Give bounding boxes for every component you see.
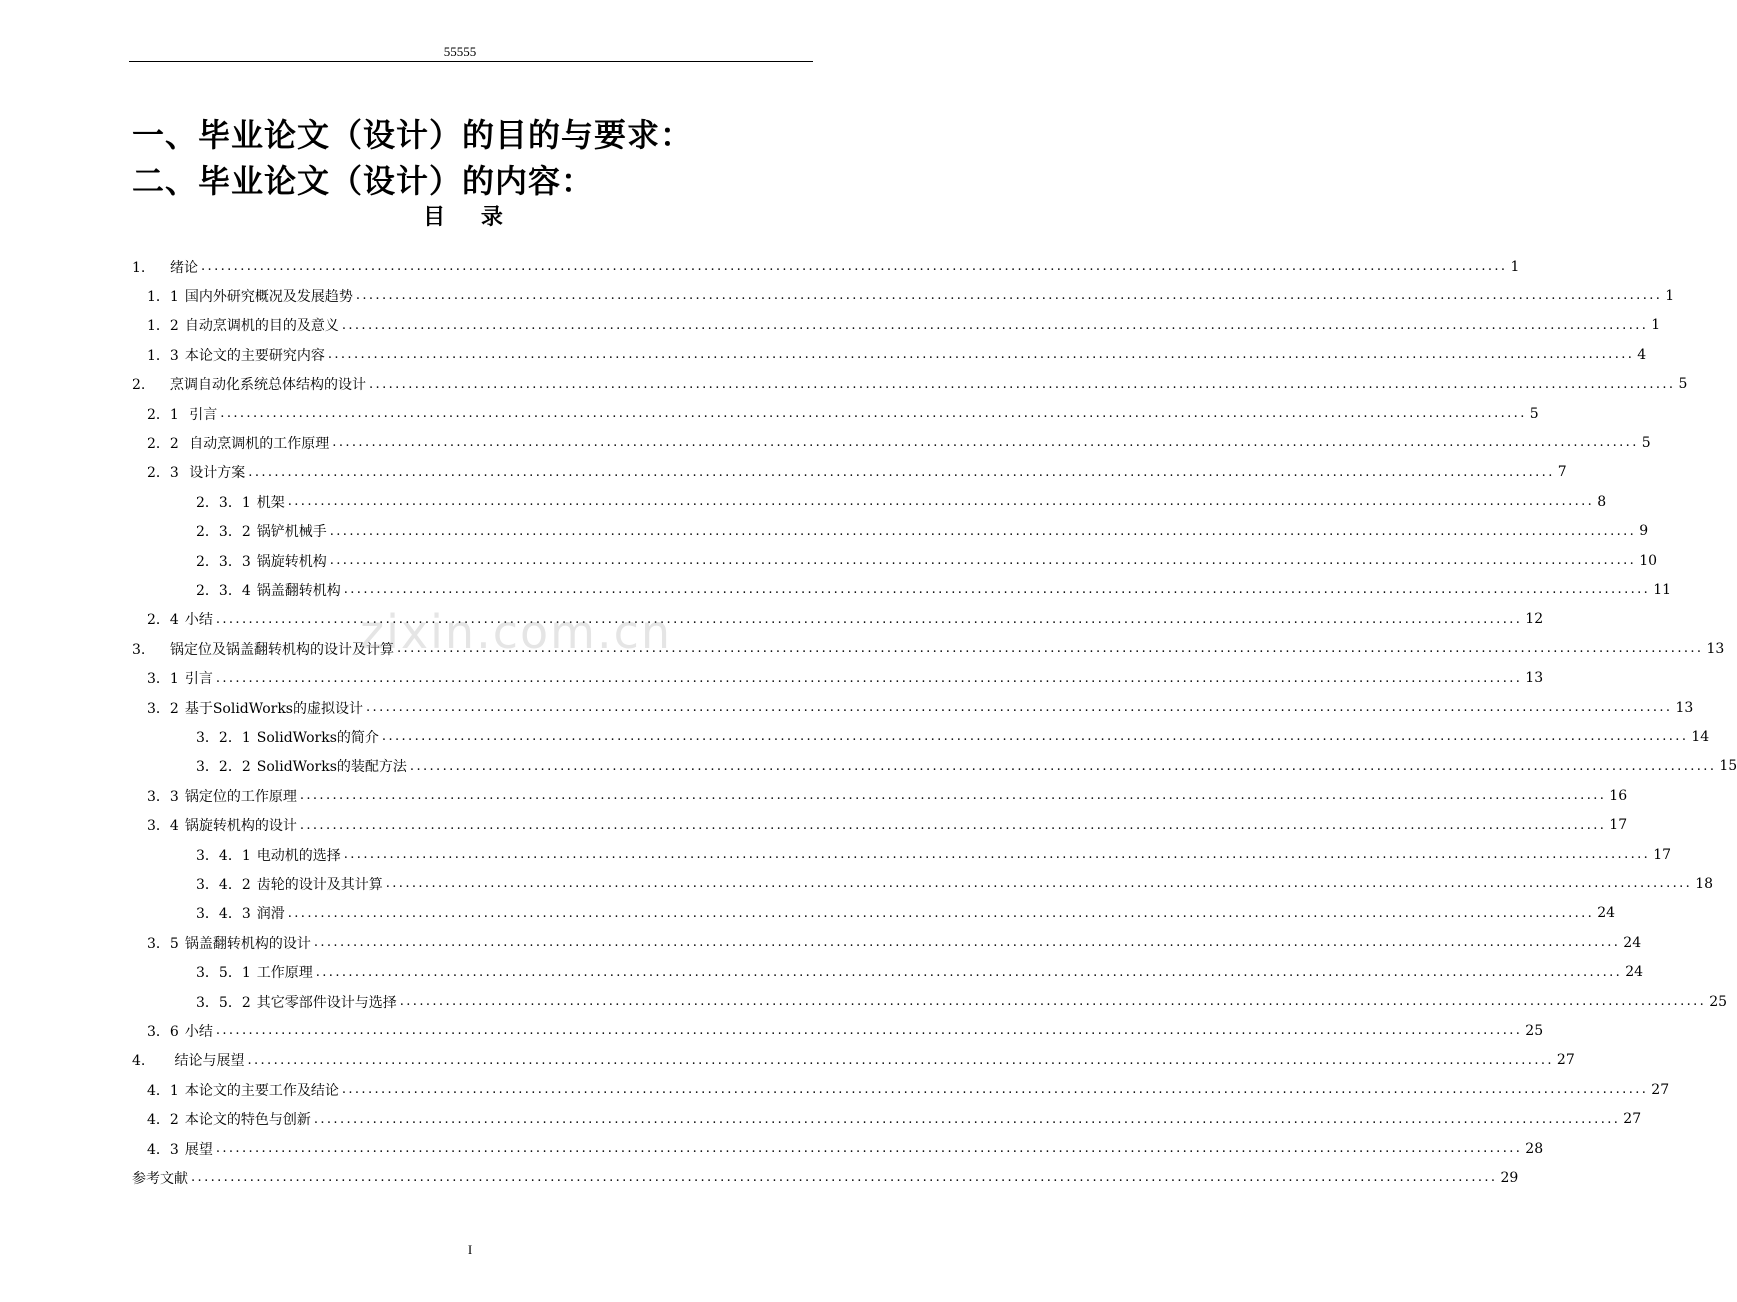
toc-entry-title: 本论文的主要工作及结论 [184, 1082, 339, 1099]
toc-entry-page: 17 [1653, 846, 1672, 863]
toc-entry-number: 1. [132, 259, 146, 276]
toc-entry-page: 1 [1665, 287, 1675, 304]
toc-entry[interactable] [0, 1134, 1544, 1163]
toc-entry[interactable] [0, 693, 1694, 722]
toc-leader-dots: ........................................................................................................................................................................................................ [409, 758, 1717, 774]
toc-entry-label [147, 315, 339, 335]
toc-entry[interactable] [0, 311, 1661, 340]
toc-entry-page: 13 [1675, 699, 1694, 716]
toc-entry-page: 25 [1709, 993, 1728, 1010]
toc-entry-number: 3．5 [147, 935, 179, 952]
toc-entry-page: 25 [1525, 1022, 1544, 1039]
toc-entry-number: 3．4 [147, 818, 179, 835]
toc-entry-label [132, 374, 366, 394]
toc-entry-label [196, 874, 383, 894]
toc-entry-page: 16 [1609, 787, 1628, 804]
toc-entry-title: 工作原理 [256, 965, 313, 982]
toc-entry[interactable] [0, 664, 1544, 693]
toc-entry-number: 3．2 [147, 700, 179, 717]
toc-entry-title: 展望 [184, 1141, 213, 1158]
toc-entry[interactable] [0, 340, 1647, 369]
toc-entry-number: 3．3 [147, 788, 179, 805]
toc-leader-dots: ........................................................................................................................................................................................................ [247, 1052, 1554, 1068]
toc-entry-label [147, 609, 213, 629]
toc-entry-number: 3．2．2 [196, 759, 251, 776]
toc-entry-label [147, 345, 325, 365]
toc-entry-label [132, 257, 198, 277]
toc-entry[interactable] [0, 1046, 1575, 1075]
toc-entry-page: 13 [1706, 640, 1725, 657]
toc-entry-title: 基于SolidWorks的虚拟设计 [184, 700, 363, 717]
toc-entry-label [147, 815, 297, 835]
toc-entry[interactable] [0, 458, 1567, 487]
toc-entry-page: 24 [1623, 934, 1642, 951]
toc-entry-number: 2．2 [147, 435, 179, 452]
toc-leader-dots: ........................................................................................................................................................................................................ [315, 964, 1623, 980]
page-number: I [467, 1242, 473, 1257]
toc-entry-number: 4．1 [147, 1082, 179, 1099]
toc-entry-label [147, 1139, 213, 1159]
toc-entry[interactable] [0, 958, 1644, 987]
toc-entry-page: 24 [1597, 905, 1616, 922]
toc-entry[interactable] [0, 634, 1725, 663]
toc-entry-title: 本论文的主要研究内容 [184, 347, 325, 364]
toc-leader-dots: ........................................................................................................................................................................................................ [341, 1082, 1649, 1098]
toc-leader-dots: ........................................................................................................................................................................................................ [381, 729, 1689, 745]
toc-leader-dots: ........................................................................................................................................................................................................ [220, 406, 1527, 421]
toc-leader-dots: ........................................................................................................................................................................................................ [287, 494, 1595, 510]
toc-entry-page: 1 [1651, 317, 1661, 334]
toc-leader-dots: ........................................................................................................................................................................................................ [341, 317, 1649, 333]
toc-leader-dots: ........................................................................................................................................................................................................ [369, 376, 1676, 392]
toc-entry-page: 18 [1695, 875, 1714, 892]
toc-entry-page: 8 [1597, 493, 1607, 510]
toc-leader-dots: ........................................................................................................................................................................................................ [366, 700, 1673, 715]
toc-entry-label [196, 962, 313, 982]
toc-entry-label [147, 933, 311, 953]
toc-entry-title: 齿轮的设计及其计算 [256, 876, 383, 893]
watermark: zixin.com.cn [360, 605, 673, 659]
toc-entry-number: 1．2 [147, 318, 179, 335]
toc-entry[interactable] [0, 1075, 1670, 1104]
toc-entry-title: 本论文的特色与创新 [184, 1112, 311, 1129]
toc-entry-label [196, 756, 407, 776]
toc-leader-dots: ........................................................................................................................................................................................................ [355, 288, 1663, 304]
toc-leader-dots: ........................................................................................................................................................................................................ [332, 435, 1639, 451]
toc-entry-number: 3．4．2 [196, 876, 251, 893]
toc-entry-number: 2．3．2 [196, 524, 251, 541]
toc-leader-dots: ........................................................................................................................................................................................................ [399, 994, 1707, 1009]
toc-leader-dots: ........................................................................................................................................................................................................ [329, 553, 1637, 568]
toc-title: 目 录 [423, 205, 517, 230]
toc-entry-page: 15 [1719, 758, 1737, 775]
toc-entry-page: 28 [1525, 1140, 1544, 1157]
toc-entry-label [147, 462, 245, 482]
toc-entry[interactable] [0, 428, 1651, 457]
toc-entry-title: 锅旋转机构的设计 [184, 818, 297, 835]
toc-entry-label [147, 668, 213, 688]
toc-entry[interactable] [0, 1016, 1544, 1045]
toc-entry-title: SolidWorks的简介 [256, 729, 379, 746]
toc-entry-number: 2. [132, 377, 146, 394]
toc-entry-title: 结论与展望 [170, 1053, 245, 1070]
toc-entry-page: 5 [1678, 376, 1688, 393]
toc-leader-dots: ........................................................................................................................................................................................................ [397, 641, 1704, 657]
toc-entry-label [196, 845, 341, 865]
toc-entry[interactable] [0, 840, 1672, 869]
page-header: 55555 [443, 44, 477, 59]
toc-entry-number: 4. [132, 1053, 146, 1070]
toc-entry[interactable] [0, 575, 1672, 604]
toc-entry-page: 5 [1641, 434, 1651, 451]
toc-entry-number: 2．1 [147, 406, 179, 423]
toc-entry-number: 3．1 [147, 671, 179, 688]
toc-entry-number: 1．3 [147, 347, 179, 364]
toc-entry-number: 2．4 [147, 612, 179, 629]
toc-entry-title: 其它零部件设计与选择 [256, 994, 397, 1011]
toc-entry-page: 27 [1623, 1111, 1642, 1128]
toc-entry-page: 5 [1529, 405, 1539, 422]
toc-entry-label [196, 992, 397, 1012]
toc-entry-title: 锅盖翻转机构的设计 [184, 935, 311, 952]
toc-entry[interactable] [0, 517, 1649, 546]
toc-leader-dots: ........................................................................................................................................................................................................ [215, 611, 1523, 627]
toc-entry-number: 2．3 [147, 465, 179, 482]
toc-entry-page: 14 [1691, 728, 1710, 745]
toc-entry-number: 1．1 [147, 288, 179, 305]
toc-entry-page: 10 [1639, 552, 1658, 569]
toc-entry[interactable] [0, 869, 1714, 898]
toc-entry[interactable] [0, 811, 1628, 840]
toc-leader-dots: ........................................................................................................................................................................................................ [299, 788, 1607, 804]
toc-entry-number: 3．5．2 [196, 994, 251, 1011]
section-heading-2: 二、毕业论文（设计）的内容： [132, 162, 595, 200]
toc-entry-page: 1 [1510, 258, 1520, 275]
toc-entry-title: SolidWorks的装配方法 [256, 759, 407, 776]
toc-entry-title: 绪论 [170, 259, 198, 276]
toc-entry-title: 国内外研究概况及发展趋势 [184, 288, 353, 305]
toc-entry[interactable] [0, 370, 1688, 399]
toc-leader-dots: ........................................................................................................................................................................................................ [191, 1170, 1498, 1186]
toc-entry-title: 自动烹调机的目的及意义 [184, 318, 339, 335]
toc-entry-title: 小结 [184, 1023, 213, 1040]
toc-leader-dots: ........................................................................................................................................................................................................ [201, 259, 1508, 274]
toc-leader-dots: ........................................................................................................................................................................................................ [299, 817, 1607, 833]
toc-entry-label [147, 698, 363, 718]
toc-entry-title: 引言 [184, 671, 213, 688]
toc-entry-title: 参考文献 [132, 1170, 188, 1187]
toc-entry-label [196, 727, 379, 747]
toc-entry[interactable] [0, 987, 1728, 1016]
toc-entry-title: 设计方案 [184, 465, 246, 482]
toc-entry-label [196, 580, 341, 600]
section-heading-1: 一、毕业论文（设计）的目的与要求： [132, 116, 694, 154]
toc-entry-page: 7 [1557, 464, 1567, 481]
toc-leader-dots: ........................................................................................................................................................................................................ [385, 876, 1693, 892]
toc-entry-page: 13 [1525, 670, 1544, 687]
toc-entry-number: 3．2．1 [196, 729, 251, 746]
toc-entry[interactable] [0, 605, 1544, 634]
toc-entry-page: 4 [1637, 346, 1647, 363]
toc-entry-number: 3．4．1 [196, 847, 251, 864]
toc-entry-title: 锅定位的工作原理 [184, 788, 297, 805]
toc-entry-title: 烹调自动化系统总体结构的设计 [170, 377, 366, 394]
toc-entry-number: 2．3．3 [196, 553, 251, 570]
toc-entry-title: 锅定位及锅盖翻转机构的设计及计算 [170, 641, 394, 658]
toc-entry-title: 引言 [184, 406, 218, 423]
toc-entry-number: 3．5．1 [196, 965, 251, 982]
toc-entry-title: 机架 [256, 494, 285, 511]
toc-entry[interactable] [0, 281, 1675, 310]
toc-entry-label [196, 903, 285, 923]
toc-entry-number: 4．2 [147, 1112, 179, 1129]
toc-entry-title: 锅盖翻转机构 [256, 582, 341, 599]
toc-leader-dots: ........................................................................................................................................................................................................ [313, 935, 1621, 951]
toc-entry-label [147, 1080, 339, 1100]
toc-entry-label [147, 404, 217, 424]
toc-entry-page: 27 [1556, 1052, 1575, 1069]
toc-entry[interactable] [0, 722, 1710, 751]
toc-entry[interactable] [0, 1163, 1519, 1192]
toc-entry-title: 电动机的选择 [256, 847, 341, 864]
toc-leader-dots: ........................................................................................................................................................................................................ [343, 582, 1651, 598]
toc-entry-number: 2．3．4 [196, 582, 251, 599]
toc-entry-page: 9 [1639, 523, 1649, 540]
toc-entry-page: 12 [1525, 611, 1544, 628]
toc-entry-number: 3. [132, 641, 146, 658]
toc-entry[interactable] [0, 899, 1616, 928]
toc-entry-title: 锅旋转机构 [256, 553, 327, 570]
toc-entry[interactable] [0, 1105, 1642, 1134]
toc-entry-page: 11 [1653, 581, 1672, 598]
toc-entry-label [132, 1050, 244, 1070]
toc-entry-label [132, 639, 394, 659]
toc-entry-title: 润滑 [256, 906, 285, 923]
toc-entry-label [196, 551, 327, 571]
toc-entry-label [196, 521, 327, 541]
toc-leader-dots: ........................................................................................................................................................................................................ [287, 905, 1595, 921]
toc-leader-dots: ........................................................................................................................................................................................................ [329, 523, 1637, 539]
toc-entry-label [147, 786, 297, 806]
toc-leader-dots: ........................................................................................................................................................................................................ [215, 1023, 1523, 1039]
toc-entry-title: 自动烹调机的工作原理 [184, 435, 330, 452]
toc-entry[interactable] [0, 487, 1607, 516]
toc-entry-title: 锅铲机械手 [256, 524, 327, 541]
toc-entry-number: 2．3．1 [196, 494, 251, 511]
toc-entry[interactable] [0, 781, 1628, 810]
toc-entry[interactable] [0, 399, 1539, 428]
toc-entry-label [132, 1168, 188, 1188]
toc-entry-page: 24 [1625, 964, 1644, 981]
toc-entry-label [147, 1021, 213, 1041]
toc-entry-number: 4．3 [147, 1141, 179, 1158]
toc-entry-number: 3．4．3 [196, 906, 251, 923]
toc-entry-label [147, 433, 329, 453]
toc-entry-title: 小结 [184, 612, 213, 629]
toc-leader-dots: ........................................................................................................................................................................................................ [215, 670, 1523, 686]
toc-entry-page: 27 [1651, 1081, 1670, 1098]
toc-entry-page: 17 [1609, 817, 1628, 834]
toc-entry-label [147, 286, 353, 306]
toc-leader-dots: ........................................................................................................................................................................................................ [248, 464, 1555, 480]
toc-entry-page: 29 [1500, 1169, 1519, 1186]
toc-leader-dots: ........................................................................................................................................................................................................ [215, 1141, 1523, 1156]
toc-entry-number: 3．6 [147, 1023, 179, 1040]
toc-entry[interactable] [0, 752, 1737, 781]
toc-entry-label [196, 492, 285, 512]
toc-entry[interactable] [0, 252, 1520, 281]
toc-entry[interactable] [0, 546, 1658, 575]
toc-leader-dots: ........................................................................................................................................................................................................ [343, 847, 1651, 862]
toc-entry-label [147, 1109, 311, 1129]
toc-leader-dots: ........................................................................................................................................................................................................ [327, 347, 1635, 363]
header-rule [129, 61, 813, 62]
toc-leader-dots: ........................................................................................................................................................................................................ [313, 1111, 1621, 1127]
toc-entry[interactable] [0, 928, 1642, 957]
